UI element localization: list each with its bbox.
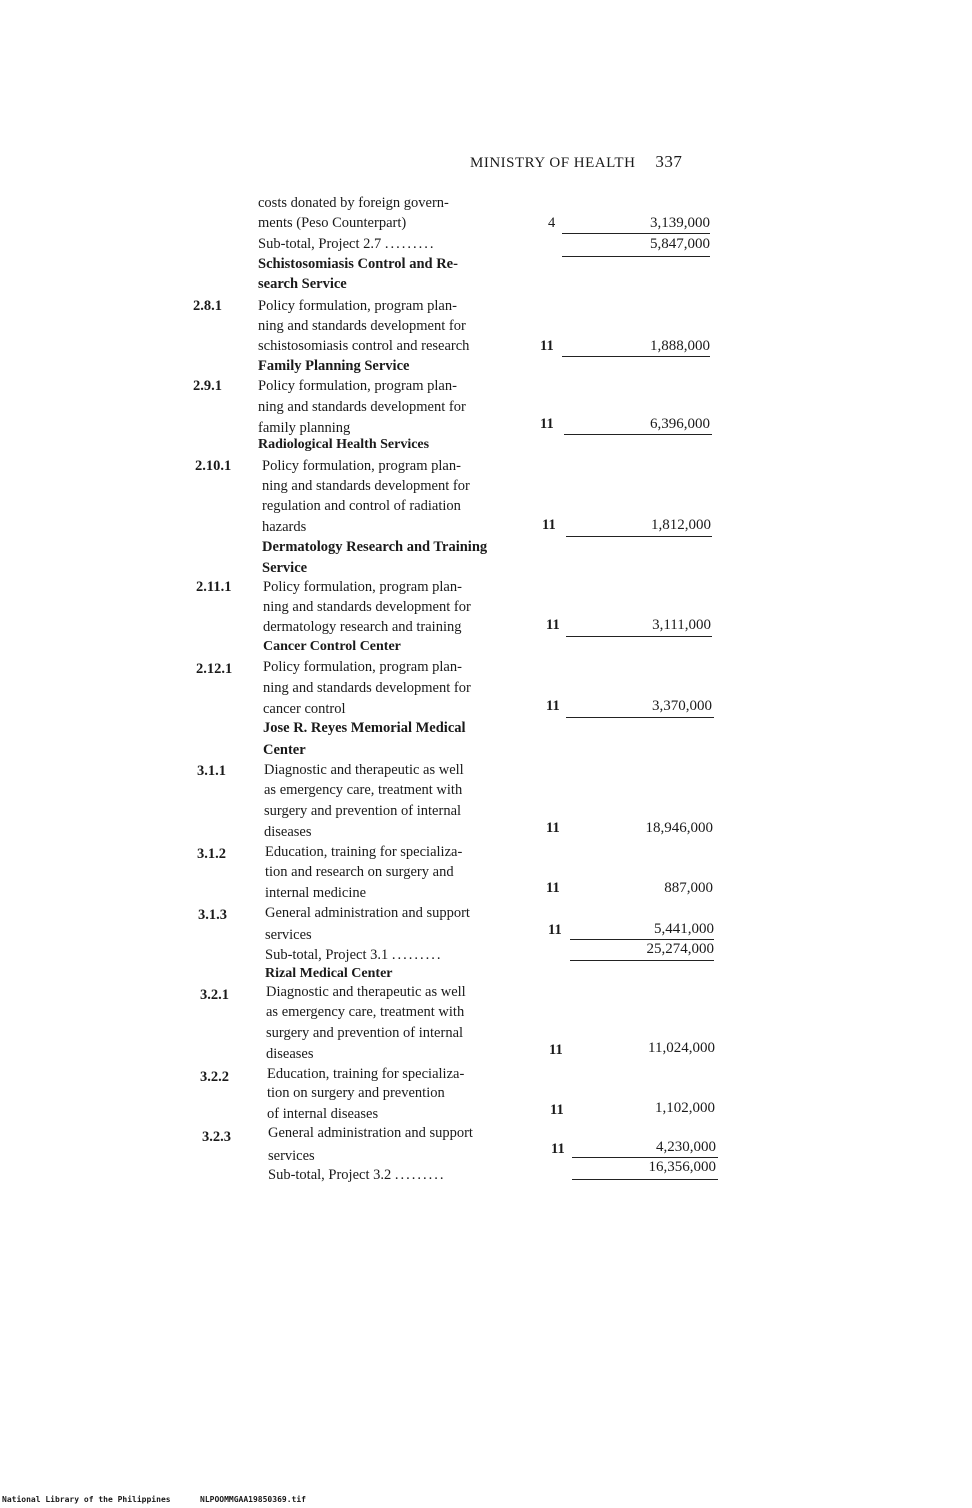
expense-class: 11 (540, 416, 554, 432)
item-text-line: diseases (266, 1046, 314, 1062)
expense-class: 11 (548, 922, 562, 938)
item-text-line: ning and standards development for (262, 478, 470, 494)
item-code: 3.1.1 (197, 763, 226, 779)
item-code: 2.11.1 (196, 579, 232, 595)
amount: 3,370,000 (652, 698, 712, 714)
subtotal-amount: 25,274,000 (646, 941, 714, 957)
item-text-line: hazards (262, 519, 307, 535)
item-text-line: services (265, 927, 312, 943)
item-text-line: regulation and control of radiation (262, 498, 461, 514)
subtotal-label: Sub-total, Project 2.7 ......... (258, 236, 436, 252)
expense-class: 11 (549, 1042, 563, 1058)
section-heading: Cancer Control Center (263, 639, 401, 654)
expense-class: 11 (546, 617, 560, 633)
expense-class: 4 (548, 215, 556, 231)
section-heading: Service (262, 560, 308, 576)
subtotal-label: Sub-total, Project 3.2 ......... (268, 1167, 446, 1183)
amount: 6,396,000 (650, 416, 710, 432)
amount: 3,139,000 (650, 215, 710, 231)
amount: 1,888,000 (650, 338, 710, 354)
item-text-line: internal medicine (265, 885, 367, 901)
item-text-line: Policy formulation, program plan- (258, 298, 457, 314)
item-code: 2.8.1 (193, 298, 222, 314)
amount: 887,000 (664, 880, 713, 896)
expense-class: 11 (540, 338, 554, 354)
item-text-line: ments (Peso Counterpart) (258, 215, 407, 231)
item-text-line: diseases (264, 824, 312, 840)
item-text-line: schistosomiasis control and research (258, 338, 470, 354)
amount: 18,946,000 (645, 820, 713, 836)
item-code: 2.12.1 (196, 661, 233, 677)
item-code: 3.1.3 (198, 907, 227, 923)
section-heading: Rizal Medical Center (265, 966, 393, 981)
rule (572, 1179, 718, 1180)
item-text-line: surgery and prevention of internal (266, 1025, 464, 1041)
item-text-line: Policy formulation, program plan- (263, 659, 462, 675)
footer-library: National Library of the Philippines (2, 1495, 171, 1504)
item-text-line: family planning (258, 420, 351, 436)
expense-class: 11 (546, 820, 560, 836)
expense-class: 11 (546, 880, 560, 896)
item-text-line: Education, training for specializa- (265, 844, 463, 860)
amount: 4,230,000 (656, 1139, 716, 1155)
item-text-line: Education, training for specializa- (267, 1066, 465, 1082)
item-text-line: tion on surgery and prevention (267, 1085, 445, 1101)
item-text-line: cancer control (263, 701, 346, 717)
rule (566, 536, 712, 537)
section-heading: Radiological Health Services (258, 437, 430, 452)
amount: 11,024,000 (648, 1040, 715, 1056)
item-code: 3.2.3 (202, 1129, 231, 1145)
item-text-line: as emergency care, treatment with (264, 782, 463, 798)
item-text-line: ning and standards development for (263, 680, 471, 696)
rule (566, 636, 712, 637)
rule (570, 960, 714, 961)
expense-class: 11 (551, 1141, 565, 1157)
item-text-line: General administration and support (265, 905, 470, 921)
item-text-line: General administration and support (268, 1125, 473, 1141)
item-code: 2.10.1 (195, 458, 232, 474)
item-code: 3.2.2 (200, 1069, 229, 1085)
rule (562, 356, 710, 357)
subtotal-amount: 5,847,000 (650, 236, 710, 252)
rule (562, 256, 710, 257)
rule (564, 434, 712, 435)
item-code: 2.9.1 (193, 378, 222, 394)
item-text-line: ning and standards development for (263, 599, 471, 615)
item-text-line: Policy formulation, program plan- (262, 458, 461, 474)
item-text-line: of internal diseases (267, 1106, 379, 1122)
subtotal-label: Sub-total, Project 3.1 ......... (265, 947, 443, 963)
section-heading: Schistosomiasis Control and Re- (258, 256, 458, 272)
section-heading: Dermatology Research and Training (262, 539, 488, 555)
section-heading: Family Planning Service (258, 358, 410, 374)
item-text-line: services (268, 1148, 315, 1164)
item-text-line: Diagnostic and therapeutic as well (266, 984, 466, 1000)
section-heading: search Service (258, 276, 347, 292)
page-title: MINISTRY OF HEALTH (470, 155, 636, 171)
item-text-line: Policy formulation, program plan- (263, 579, 462, 595)
rule (566, 717, 714, 718)
amount: 3,111,000 (652, 617, 711, 633)
item-text-line: costs donated by foreign govern- (258, 195, 449, 211)
expense-class: 11 (546, 698, 560, 714)
page-header (470, 152, 682, 172)
footer-file: NLPOOMMGAA19850369.tif (200, 1495, 306, 1504)
item-text-line: surgery and prevention of internal (264, 803, 462, 819)
item-text-line: Diagnostic and therapeutic as well (264, 762, 464, 778)
subtotal-amount: 16,356,000 (648, 1159, 716, 1175)
item-code: 3.2.1 (200, 987, 229, 1003)
expense-class: 11 (542, 517, 556, 533)
amount: 1,102,000 (655, 1100, 715, 1116)
amount: 1,812,000 (651, 517, 711, 533)
section-heading: Center (263, 742, 306, 758)
item-code: 3.1.2 (197, 846, 226, 862)
item-text-line: ning and standards development for (258, 399, 466, 415)
item-text-line: ning and standards development for (258, 318, 466, 334)
amount: 5,441,000 (654, 921, 714, 937)
expense-class: 11 (550, 1102, 564, 1118)
item-text-line: Policy formulation, program plan- (258, 378, 457, 394)
item-text-line: as emergency care, treatment with (266, 1004, 465, 1020)
section-heading: Jose R. Reyes Memorial Medical (263, 720, 466, 736)
page-number: 337 (655, 152, 683, 171)
item-text-line: dermatology research and training (263, 619, 462, 635)
item-text-line: tion and research on surgery and (265, 864, 454, 880)
